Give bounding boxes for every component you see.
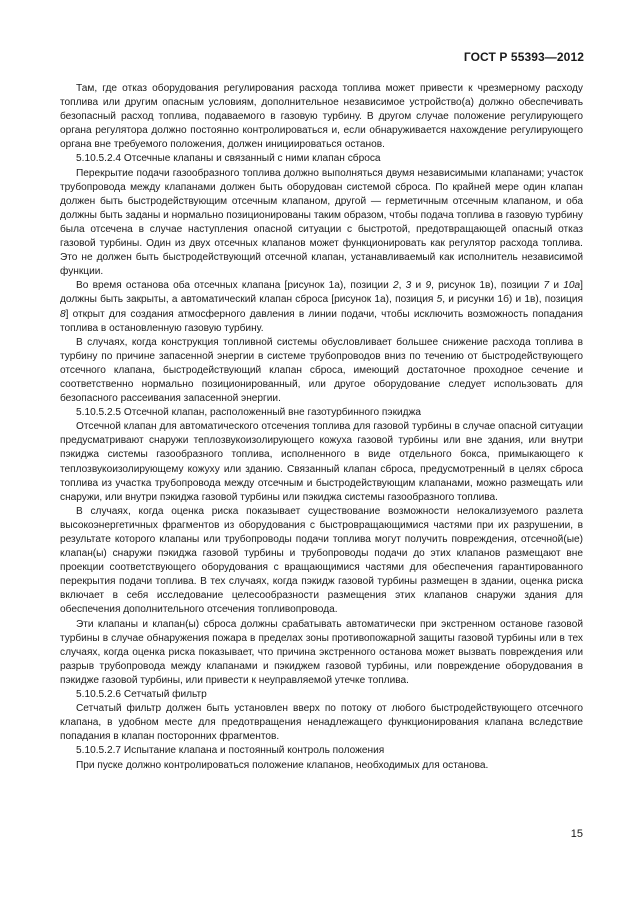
paragraph: Перекрытие подачи газообразного топлива должно выполняться двумя независимыми клапанами; участок трубопровода между клапанами должен быть оборудован системой сброса. По крайней мере один клапан должен быть быстродействующим отсечным клапаном, другой — герметичным отсечным клапаном, и оба должны быть заданы и нормально позиционированы таким образом, чтобы подача топлива в газовую турбину была отсечена в случае наступления опасной ситуации с быстротой, предотвращающей опасный отказ газовой турбины. Один из двух отсечных клапанов может функционировать как регулятор расхода топлива. Это не должен быть быстродействующий отсечной клапан, устанавливаемый как исполнитель независимой функции. bbox=[60, 167, 583, 278]
standard-header: ГОСТ Р 55393—2012 bbox=[463, 50, 584, 64]
paragraph: В случаях, когда оценка риска показывает существование возможности нелокализуемого разлета высокоэнергетичных фрагментов из оборудования с быстровращающимися частями при их разрушении, в результате которого клапаны или трубопроводы подачи топлива могут получить повреждения, отсечной(ые) клапан(ы) снаружи пэкиджа газовой турбины и трубопроводы подачи до этих клапанов размещают вне проекции соответствующего оборудования с вращающимися частями для обеспечения гарантированного перекрытия подачи топлива. В тех случаях, когда пэкидж газовой турбины размещен в здании, оценка риска включает в себя исследование целесообразности размещения этих клапанов снаружи здания для обеспечения дополнительного отсечения топливопровода. bbox=[60, 505, 583, 616]
body-text bbox=[60, 82, 583, 773]
paragraph: Во время останова оба отсечных клапана [рисунок 1а), позиции 2, 3 и 9, рисунок 1в), позиции 7 и 10а] должны быть закрыты, а автоматический клапан сброса [рисунок 1а), позиция 5, и рисунки 1б) и 1в), позиция 8] открыт для создания атмосферного давления в линии подачи, чтобы исключить возможность попадания топлива в остановленную газовую турбину. bbox=[60, 280, 583, 334]
paragraph: Там, где отказ оборудования регулирования расхода топлива может привести к чрезмерному расходу топлива или другим опасным условиям, дополнительное независимое устройство(а) должно обеспечивать безопасный расход топлива, подаваемого в газовую турбину. В другом случае положение регулирующего органа регулятора должно постоянно контролироваться и, если обнаруживается нахождение регулирующего органа вне требуемого положения, должен инициироваться останов. bbox=[60, 83, 583, 151]
section-heading: 5.10.5.2.6 Сетчатый фильтр bbox=[76, 689, 207, 701]
section-heading: 5.10.5.2.7 Испытание клапана и постоянный контроль положения bbox=[76, 745, 385, 757]
paragraph: Отсечной клапан для автоматического отсечения топлива для газовой турбины в случае опасной ситуации предусматривают снаружи теплозвукоизолирующего кожуха газовой турбины или вне здания, или внутри пэкиджа системы газообразного топлива, исполненного в виде отдельного бокса, примыкающего к теплозвукоизолирующему кожуху или зданию. Связанный клапан сброса, предусмотренный в целях сброса топлива из участка трубопровода между отсечным и быстродействующим клапанами, можно размещать или снаружи, или внутри пэкиджа газовой турбины или пэкиджа системы газообразного топлива. bbox=[60, 421, 583, 503]
section-heading: 5.10.5.2.5 Отсечной клапан, расположенный вне газотурбинного пэкиджа bbox=[76, 407, 421, 419]
paragraph: При пуске должно контролироваться положение клапанов, необходимых для останова. bbox=[76, 759, 489, 771]
section-heading: 5.10.5.2.4 Отсечные клапаны и связанный с ними клапан сброса bbox=[76, 153, 381, 165]
page-number: 15 bbox=[570, 828, 583, 840]
paragraph: Эти клапаны и клапан(ы) сброса должны срабатывать автоматически при экстренном останове газовой турбины в случае обнаружения пожара в пределах зоны противопожарной защиты газовой турбины или в тех случаях, когда оценка риска показывает, что причина экстренного останова может вызвать повреждения или разрыв трубопровода между клапанами и пэкиджем газовой турбины, или повреждение оборудования в пэкидже газовой турбины, или привести к неуправляемой утечке топлива. bbox=[60, 618, 583, 686]
paragraph: В случаях, когда конструкция топливной системы обусловливает большее снижение расхода топлива в турбину по причине запасенной энергии в системе трубопроводов вниз по течению от быстродействующего отсечного клапана, быстродействующий клапан сброса, имеющий достаточное проходное сечение и соответственно нормально позиционированный, или другое оборудование следует использовать для безопасного рассеивания запасенной энергии. bbox=[60, 336, 583, 405]
paragraph: Сетчатый фильтр должен быть установлен вверх по потоку от любого быстродействующего отсечного клапана, в удобном месте для предотвращения ненадлежащего функционирования клапана вследствие попадания в клапан посторонних фрагментов. bbox=[60, 703, 583, 743]
